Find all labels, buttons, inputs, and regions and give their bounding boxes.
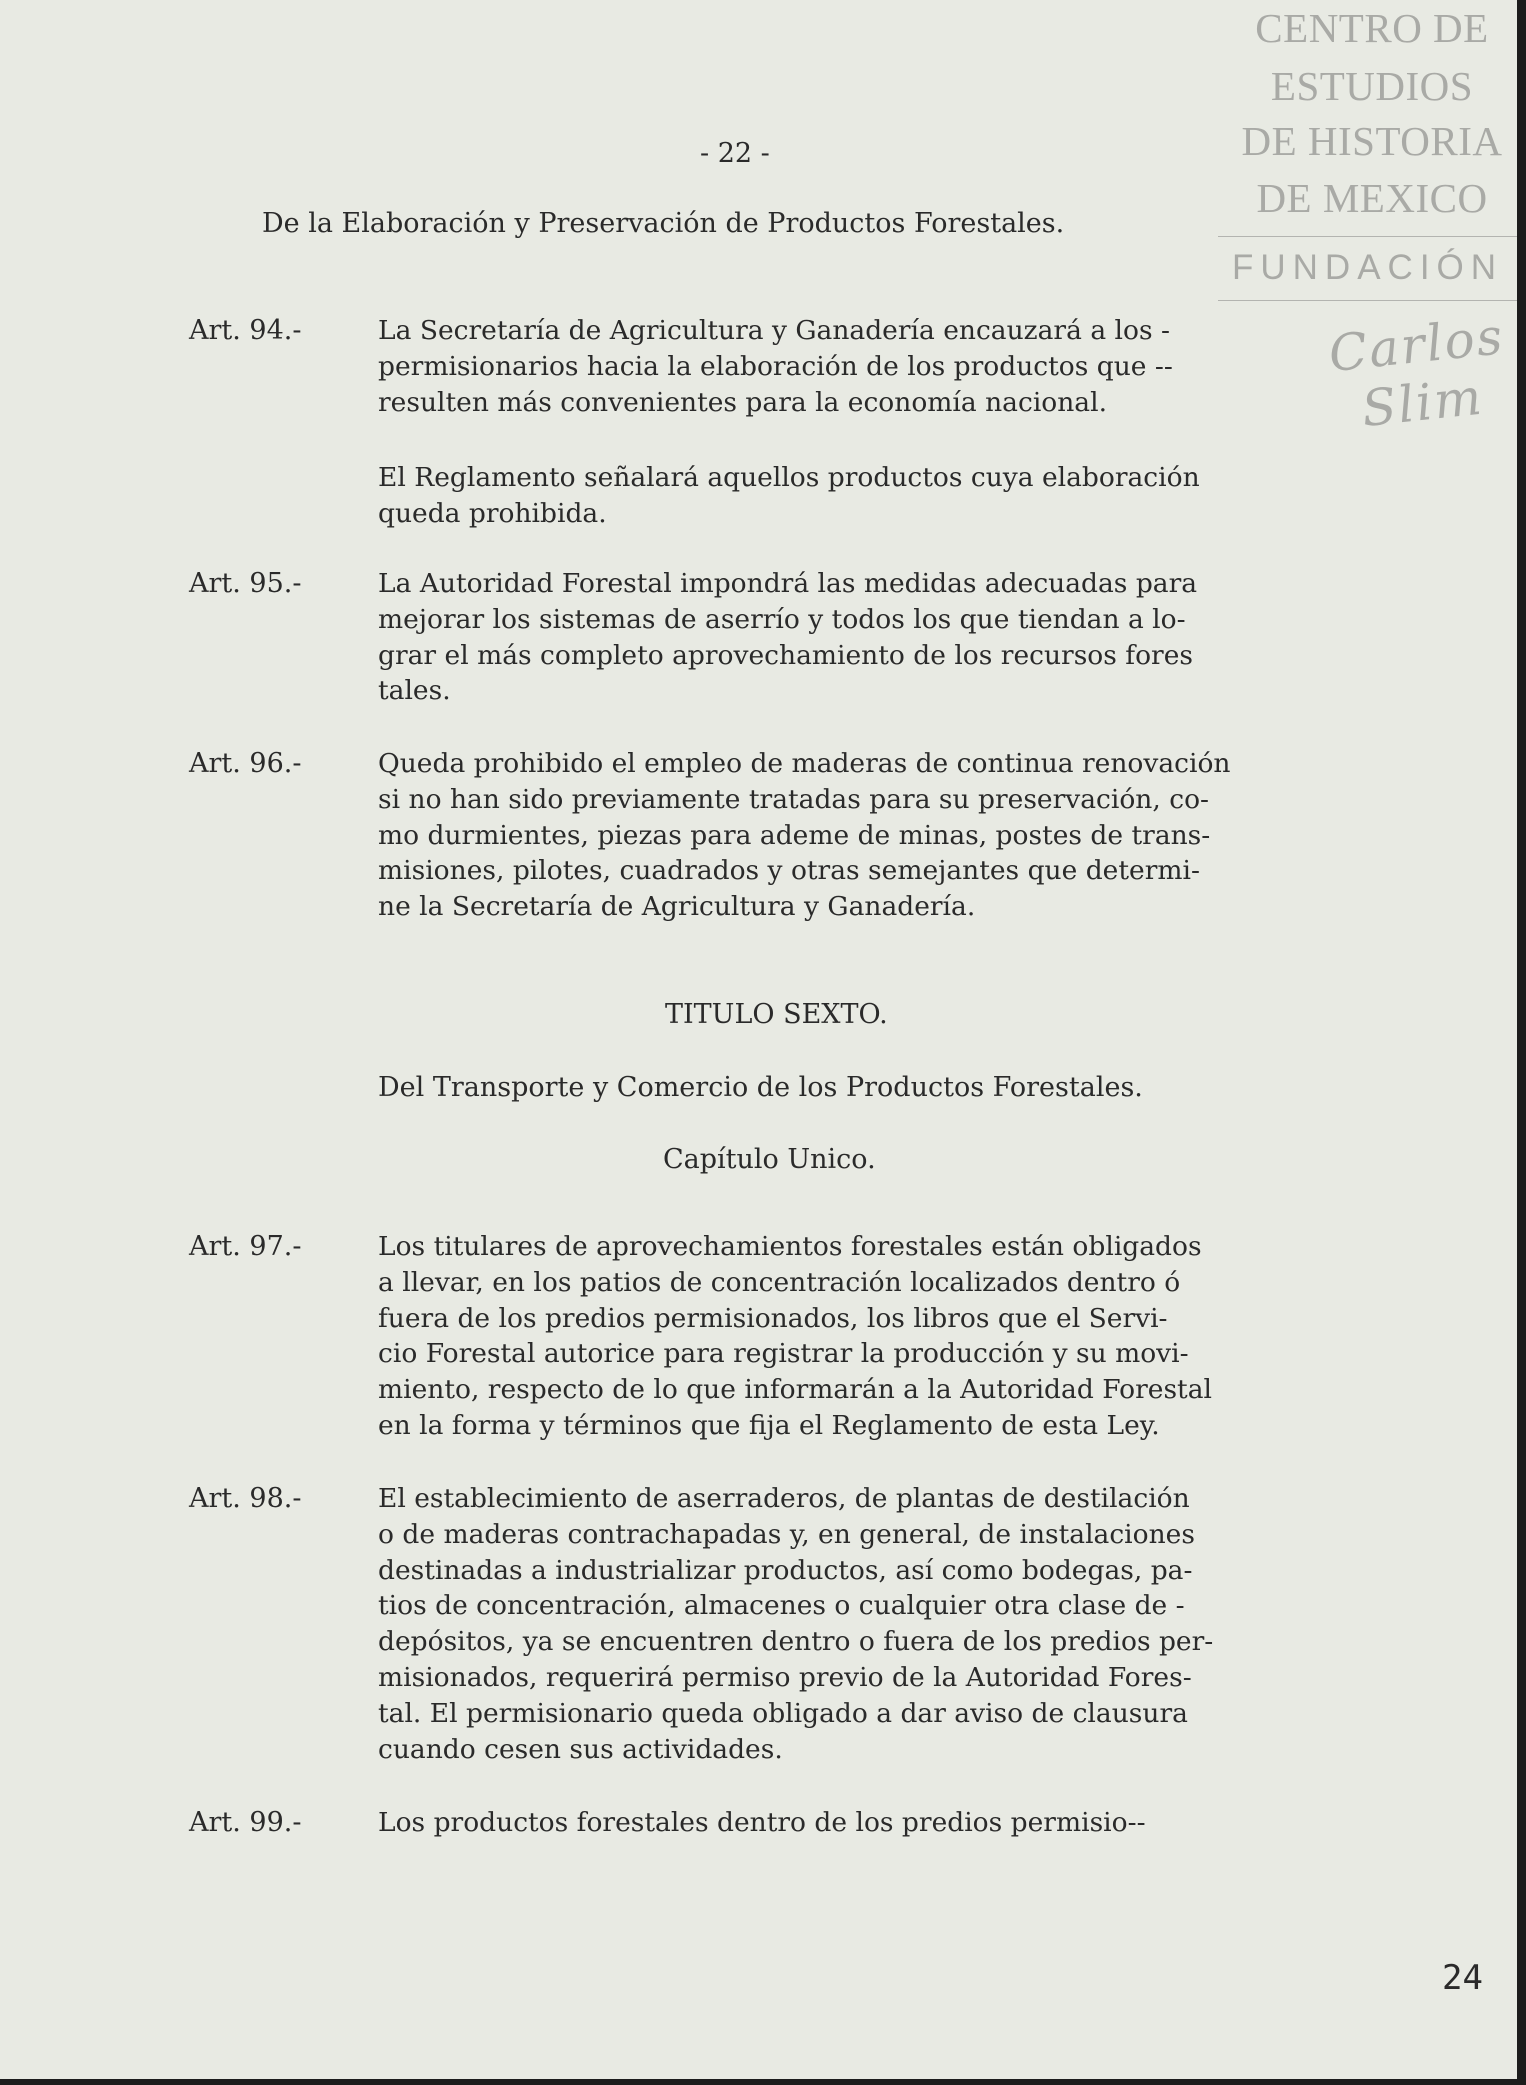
- text-line: miento, respecto de lo que informarán a la Autoridad Forestal: [378, 1374, 1212, 1406]
- article-paragraph: [378, 460, 1378, 532]
- stamp-line-4: DE MEXICO: [1256, 175, 1488, 221]
- text-line: La Autoridad Forestal impondrá las medidas adecuadas para: [378, 568, 1198, 599]
- text-line: misionados, requerirá permiso previo de la Autoridad Fores-: [378, 1661, 1192, 1693]
- article-paragraph: [378, 1481, 1378, 1767]
- text-line: fuera de los predios permisionados, los libros que el Servi-: [378, 1302, 1168, 1334]
- stamp-line-1: CENTRO DE: [1255, 5, 1489, 51]
- text-line: destinadas a industrializar productos, así como bodegas, pa-: [378, 1554, 1193, 1586]
- text-line: tales.: [378, 675, 451, 707]
- article-label: Art. 99.-: [189, 1807, 302, 1838]
- text-line: tal. El permisionario queda obligado a dar aviso de clausura: [378, 1697, 1188, 1729]
- text-line: Los titulares de aprovechamientos forestales están obligados: [378, 1231, 1202, 1262]
- article-label: Art. 97.-: [189, 1231, 302, 1262]
- titulo-heading: TITULO SEXTO.: [665, 999, 888, 1030]
- article-paragraph: [378, 566, 1378, 709]
- article-paragraph: [378, 1805, 1378, 1841]
- text-line: resulten más convenientes para la economía nacional.: [378, 386, 1108, 418]
- text-line: grar el más completo aprovechamiento de los recursos fores: [378, 639, 1193, 671]
- article-label: Art. 95.-: [189, 568, 302, 599]
- stamp-rule: [1218, 236, 1517, 237]
- text-line: si no han sido previamente tratadas para su preservación, co-: [378, 783, 1209, 815]
- text-line: ne la Secretaría de Agricultura y Ganadería.: [378, 891, 976, 923]
- article-paragraph: [378, 313, 1378, 420]
- capitulo-heading: Capítulo Unico.: [663, 1144, 876, 1175]
- text-line: La Secretaría de Agricultura y Ganadería encauzará a los -: [378, 315, 1170, 346]
- text-line: cuando cesen sus actividades.: [378, 1733, 783, 1765]
- text-line: a llevar, en los patios de concentración localizados dentro ó: [378, 1266, 1181, 1298]
- text-line: Queda prohibido el empleo de maderas de continua renovación: [378, 748, 1231, 779]
- text-line: o de maderas contrachapadas y, en general, de instalaciones: [378, 1518, 1195, 1550]
- text-line: en la forma y términos que fija el Reglamento de esta Ley.: [378, 1409, 1160, 1441]
- text-line: cio Forestal autorice para registrar la producción y su movi-: [378, 1338, 1189, 1370]
- page-number: - 22 -: [700, 138, 770, 169]
- text-line: tios de concentración, almacenes o cualquier otra clase de -: [378, 1590, 1185, 1622]
- text-line: Los productos forestales dentro de los predios permisio--: [378, 1807, 1146, 1838]
- text-line: queda prohibida.: [378, 497, 607, 529]
- stamp-line-3: DE HISTORIA: [1241, 118, 1503, 164]
- text-line: mo durmientes, piezas para ademe de minas, postes de trans-: [378, 819, 1211, 851]
- stamp-signature: Carlos Slim: [1326, 307, 1507, 439]
- section-heading: De la Elaboración y Preservación de Productos Forestales.: [262, 208, 1065, 239]
- article-label: Art. 96.-: [189, 748, 302, 779]
- titulo-subtitle: Del Transporte y Comercio de los Productos Forestales.: [378, 1072, 1143, 1103]
- handwritten-page-number: 24: [1442, 1958, 1483, 1998]
- article-paragraph: [378, 746, 1378, 925]
- text-line: depósitos, ya se encuentren dentro o fuera de los predios per-: [378, 1626, 1214, 1658]
- text-line: mejorar los sistemas de aserrío y todos los que tiendan a lo-: [378, 603, 1186, 635]
- stamp-fundacion: FUNDACIÓN: [1232, 248, 1504, 287]
- article-paragraph: [378, 1229, 1378, 1444]
- article-label: Art. 98.-: [189, 1483, 302, 1514]
- article-label: Art. 94.-: [189, 315, 302, 346]
- stamp-rule-2: [1218, 300, 1517, 301]
- text-line: El establecimiento de aserraderos, de plantas de destilación: [378, 1483, 1190, 1514]
- text-line: El Reglamento señalará aquellos productos cuya elaboración: [378, 462, 1200, 493]
- text-line: misiones, pilotes, cuadrados y otras semejantes que determi-: [378, 855, 1200, 887]
- text-line: permisionarios hacia la elaboración de los productos que --: [378, 350, 1173, 382]
- stamp-line-2: ESTUDIOS: [1270, 63, 1474, 109]
